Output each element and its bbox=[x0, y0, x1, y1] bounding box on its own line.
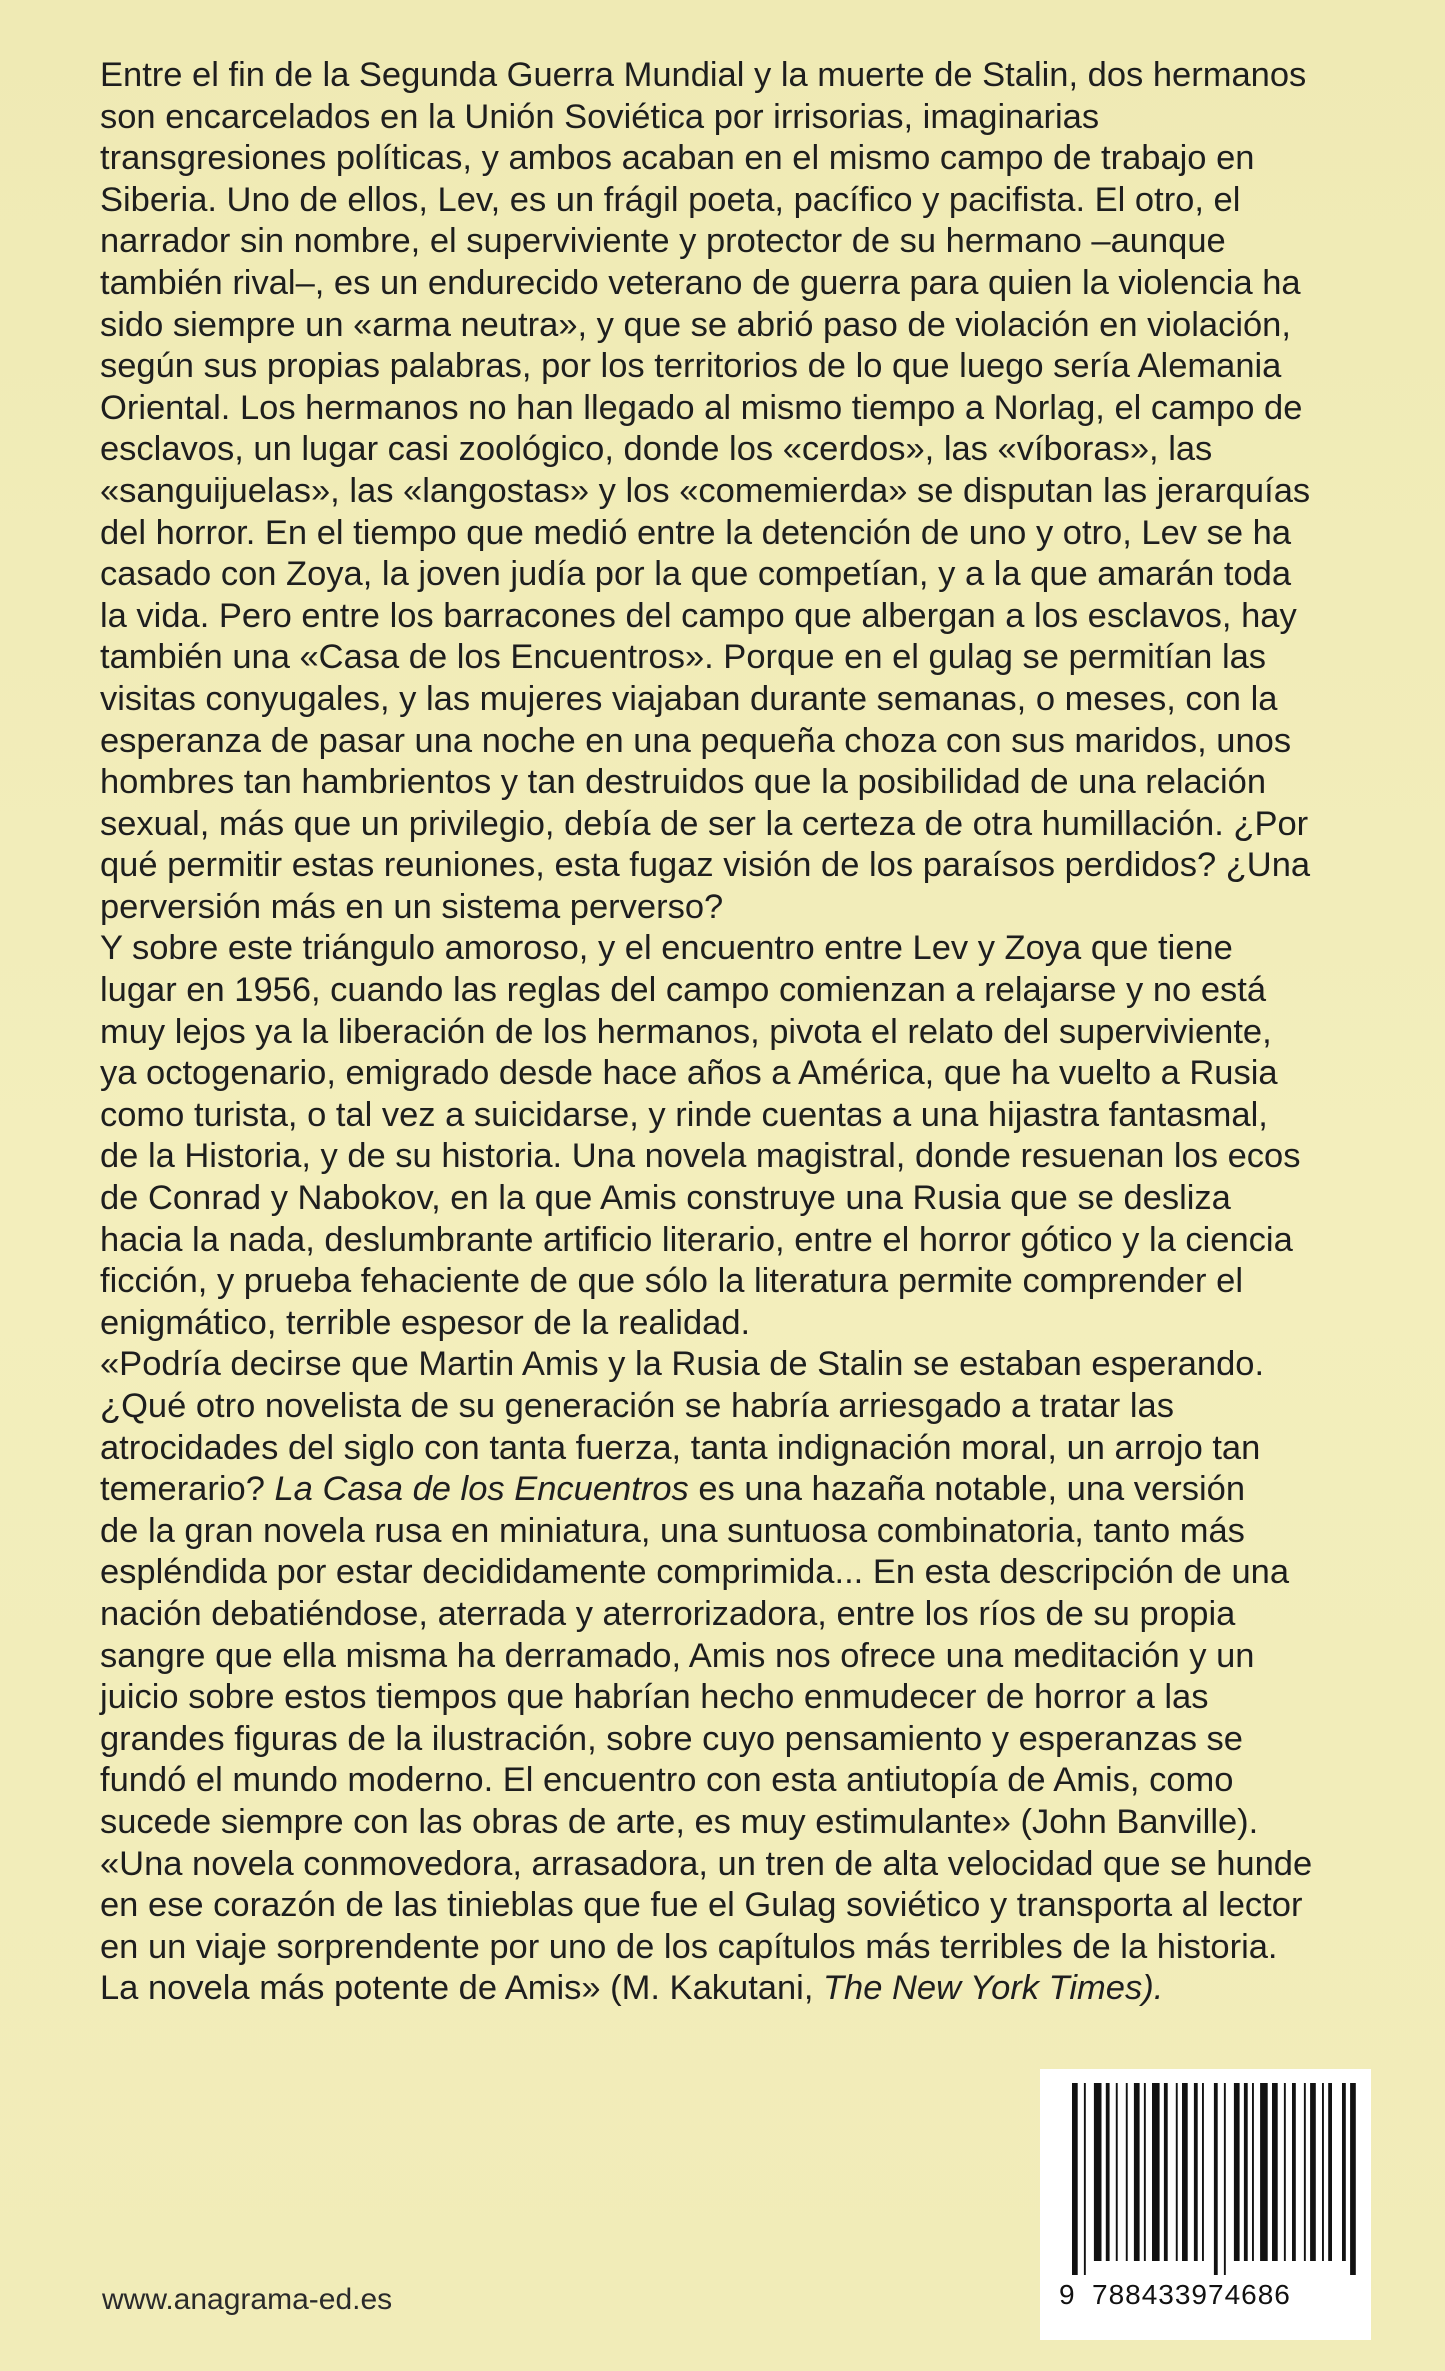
barcode-bar bbox=[1126, 2083, 1128, 2261]
text-line-with-source bbox=[100, 1968, 1355, 2010]
text-line: son encarcelados en la Unión Soviética por irrisorias, imaginarias bbox=[100, 97, 1100, 136]
text-line: Siberia. Uno de ellos, Lev, es un frágil poeta, pacífico y pacifista. El otro, el bbox=[100, 180, 1241, 219]
text-line: nación debatiéndose, aterrada y aterrorizadora, entre los ríos de su propia bbox=[100, 1594, 1236, 1633]
text-line: ya octogenario, emigrado desde hace años a América, que ha vuelto a Rusia bbox=[100, 1054, 1278, 1093]
text-segment: es una hazaña notable, una versión bbox=[688, 1470, 1246, 1509]
text-line: «Una novela conmovedora, arrasadora, un tren de alta velocidad que se hunde bbox=[100, 1844, 1313, 1883]
synopsis-text bbox=[100, 55, 1355, 2010]
text-line: en un viaje sorprendente por uno de los capítulos más terribles de la historia. bbox=[100, 1927, 1278, 1966]
text-segment: temerario? bbox=[100, 1470, 275, 1509]
text-line: atrocidades del siglo con tanta fuerza, tanta indignación moral, un arrojo tan bbox=[100, 1428, 1261, 1467]
barcode-bar bbox=[1284, 2083, 1286, 2261]
barcode-bar bbox=[1322, 2083, 1324, 2261]
barcode-bar bbox=[1182, 2083, 1188, 2261]
text-line: lugar en 1956, cuando las reglas del campo comienzan a relajarse y no está bbox=[100, 971, 1267, 1010]
text-line: de la Historia, y de su historia. Una novela magistral, donde resuenan los ecos bbox=[100, 1137, 1301, 1176]
barcode-bar bbox=[1214, 2083, 1218, 2275]
text-line: esclavos, un lugar casi zoológico, donde los «cerdos», las «víboras», las bbox=[100, 430, 1213, 469]
text-line: juicio sobre estos tiempos que habrían hecho enmudecer de horror a las bbox=[100, 1678, 1209, 1717]
text-line: visitas conyugales, y las mujeres viajaban durante semanas, o meses, con la bbox=[100, 679, 1278, 718]
text-line: fundó el mundo moderno. El encuentro con esta antiutopía de Amis, como bbox=[100, 1761, 1234, 1800]
barcode-bars bbox=[1040, 2069, 1371, 2279]
text-line: ficción, y prueba fehaciente de que sólo la literatura permite comprender el bbox=[100, 1262, 1243, 1301]
text-segment: La novela más potente de Amis» (M. Kakutani, bbox=[100, 1969, 823, 2008]
barcode-bar bbox=[1152, 2083, 1160, 2261]
text-line: la vida. Pero entre los barracones del campo que albergan a los esclavos, hay bbox=[100, 596, 1297, 635]
barcode-digits: 788433974686 bbox=[1092, 2279, 1291, 2310]
source-italic: The New York Times). bbox=[822, 1969, 1164, 2008]
text-line: perversión más en un sistema perverso? bbox=[100, 887, 724, 926]
text-line: sangre que ella misma ha derramado, Amis nos ofrece una meditación y un bbox=[100, 1636, 1255, 1675]
barcode-bar bbox=[1116, 2083, 1118, 2261]
text-line: sido siempre un «arma neutra», y que se abrió paso de violación en violación, bbox=[100, 305, 1291, 344]
text-line: ¿Qué otro novelista de su generación se habría arriesgado a tratar las bbox=[100, 1387, 1174, 1425]
text-line: sucede siempre con las obras de arte, es muy estimulante» (John Banville). bbox=[100, 1802, 1259, 1841]
text-line: también rival–, es un endurecido veterano de guerra para quien la violencia ha bbox=[100, 263, 1301, 302]
isbn-barcode bbox=[1040, 2069, 1371, 2340]
barcode-bar bbox=[1072, 2083, 1078, 2275]
publisher-url: www.anagrama-ed.es bbox=[102, 2283, 393, 2316]
barcode-bar bbox=[1224, 2083, 1226, 2275]
barcode-bar bbox=[1310, 2083, 1316, 2261]
text-line: muy lejos ya la liberación de los hermanos, pivota el relato del superviviente, bbox=[100, 1012, 1272, 1051]
text-line: del horror. En el tiempo que medió entre la detención de uno y otro, Lev se ha bbox=[100, 513, 1292, 552]
text-line: «Podría decirse que Martin Amis y la Rusia de Stalin se estaban esperando. bbox=[100, 1345, 1265, 1384]
text-line: hacia la nada, deslumbrante artificio literario, entre el horror gótico y la ciencia bbox=[100, 1220, 1293, 1259]
book-title-italic: La Casa de los Encuentros bbox=[274, 1470, 689, 1509]
text-line: «sanguijuelas», las «langostas» y los «comemierda» se disputan las jerarquías bbox=[100, 471, 1311, 510]
barcode-bar bbox=[1244, 2083, 1248, 2261]
barcode-bar bbox=[1134, 2083, 1140, 2261]
barcode-bar bbox=[1342, 2083, 1346, 2261]
barcode-bar bbox=[1144, 2083, 1146, 2261]
text-line: de Conrad y Nabokov, en la que Amis construye una Rusia que se desliza bbox=[100, 1179, 1231, 1218]
barcode-bar bbox=[1328, 2083, 1332, 2261]
text-line: hombres tan hambrientos y tan destruidos que la posibilidad de una relación bbox=[100, 763, 1267, 802]
text-line: casado con Zoya, la joven judía por la que competían, y a la que amarán toda bbox=[100, 555, 1292, 594]
text-line: según sus propias palabras, por los territorios de lo que luego sería Alemania bbox=[100, 347, 1282, 386]
text-line: enigmático, terrible espesor de la realidad. bbox=[100, 1303, 751, 1342]
barcode-bar bbox=[1094, 2083, 1102, 2261]
barcode-bar bbox=[1252, 2083, 1254, 2261]
barcode-bar bbox=[1260, 2083, 1268, 2261]
text-line: narrador sin nombre, el superviviente y protector de su hermano –aunque bbox=[100, 222, 1226, 261]
text-line: qué permitir estas reuniones, esta fugaz visión de los paraísos perdidos? ¿Una bbox=[100, 846, 1311, 885]
text-line: espléndida por estar decididamente comprimida... En esta descripción de una bbox=[100, 1553, 1290, 1592]
barcode-bar bbox=[1194, 2083, 1198, 2261]
text-line: en ese corazón de las tinieblas que fue el Gulag soviético y transporta al lector bbox=[100, 1886, 1303, 1925]
barcode-bar bbox=[1164, 2083, 1168, 2261]
barcode-bar bbox=[1106, 2083, 1110, 2261]
text-line: sexual, más que un privilegio, debía de ser la certeza de otra humillación. ¿Por bbox=[100, 804, 1309, 843]
text-line: Oriental. Los hermanos no han llegado al mismo tiempo a Norlag, el campo de bbox=[100, 388, 1303, 427]
text-line: esperanza de pasar una noche en una pequeña choza con sus maridos, unos bbox=[100, 721, 1292, 760]
barcode-bar bbox=[1304, 2083, 1306, 2261]
barcode-bar bbox=[1234, 2083, 1240, 2261]
text-line: transgresiones políticas, y ambos acaban en el mismo campo de trabajo en bbox=[100, 139, 1255, 178]
barcode-first-digit: 9 bbox=[1059, 2279, 1075, 2310]
text-line: también una «Casa de los Encuentros». Porque en el gulag se permitían las bbox=[100, 638, 1267, 677]
barcode-bar bbox=[1350, 2083, 1356, 2275]
text-line: Entre el fin de la Segunda Guerra Mundial y la muerte de Stalin, dos hermanos bbox=[100, 56, 1307, 94]
barcode-bar bbox=[1176, 2083, 1178, 2261]
barcode-bar bbox=[1272, 2083, 1278, 2261]
text-line: Y sobre este triángulo amoroso, y el encuentro entre Lev y Zoya que tiene bbox=[100, 929, 1233, 968]
barcode-bar bbox=[1202, 2083, 1204, 2261]
text-line: grandes figuras de la ilustración, sobre cuyo pensamiento y esperanzas se bbox=[100, 1719, 1243, 1758]
barcode-bar bbox=[1292, 2083, 1296, 2261]
text-line-with-title bbox=[100, 1469, 1355, 1511]
barcode-bar bbox=[1084, 2083, 1086, 2275]
text-line: como turista, o tal vez a suicidarse, y rinde cuentas a una hijastra fantasmal, bbox=[100, 1095, 1268, 1134]
text-line: de la gran novela rusa en miniatura, una suntuosa combinatoria, tanto más bbox=[100, 1511, 1245, 1550]
